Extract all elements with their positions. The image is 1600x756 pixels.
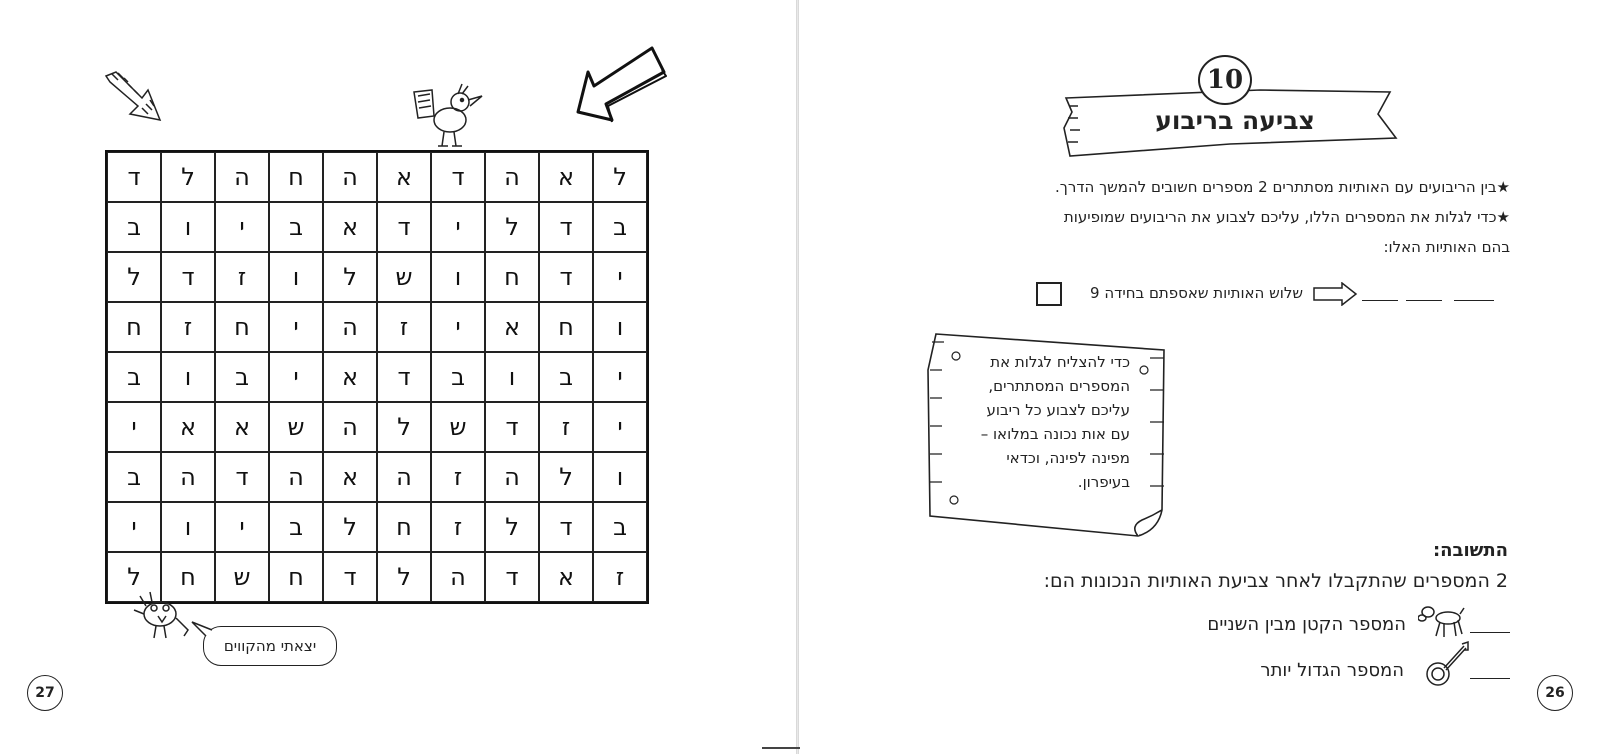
grid-cell[interactable]: י bbox=[431, 202, 485, 252]
grid-cell[interactable]: ל bbox=[377, 552, 431, 602]
grid-cell[interactable]: ש bbox=[377, 252, 431, 302]
grid-cell[interactable]: ב bbox=[269, 202, 323, 252]
note-text bbox=[950, 350, 1130, 494]
grid-cell[interactable]: א bbox=[485, 302, 539, 352]
grid-cell[interactable]: ד bbox=[107, 152, 161, 202]
grid-cell[interactable]: ב bbox=[539, 352, 593, 402]
smaller-number-label: המספר הקטן מבין השניים bbox=[1207, 614, 1406, 635]
grid-cell[interactable]: ל bbox=[539, 452, 593, 502]
grid-cell[interactable]: ז bbox=[539, 402, 593, 452]
grid-cell[interactable]: ו bbox=[485, 352, 539, 402]
instruction-2: ★כדי לגלות את המספרים הללו, עליכם לצבוע את הריבועים שמופיעות bbox=[1063, 208, 1510, 226]
grid-cell[interactable]: ו bbox=[269, 252, 323, 302]
note-line: כדי להצליח לגלות את bbox=[990, 353, 1130, 371]
answer-heading: התשובה: bbox=[1432, 540, 1508, 561]
grid-cell[interactable]: ה bbox=[377, 452, 431, 502]
grid-cell[interactable]: ה bbox=[485, 452, 539, 502]
grid-cell[interactable]: ה bbox=[431, 552, 485, 602]
grid-cell[interactable]: ח bbox=[215, 302, 269, 352]
grid-cell[interactable]: ו bbox=[161, 202, 215, 252]
bird-icon bbox=[408, 72, 488, 152]
grid-cell[interactable]: ה bbox=[323, 302, 377, 352]
grid-cell[interactable]: ה bbox=[323, 402, 377, 452]
letters-hint: שלוש האותיות שאספתם בחידה 9 bbox=[1090, 284, 1303, 302]
grid-cell[interactable]: ד bbox=[485, 552, 539, 602]
grid-cell[interactable]: ב bbox=[269, 502, 323, 552]
grid-cell[interactable]: ל bbox=[485, 502, 539, 552]
instruction-1: ★בין הריבועים עם האותיות מסתתרים 2 מספרים חשובים להמשך הדרך. bbox=[1055, 178, 1510, 196]
speech-bubble: יצאתי מהקווים bbox=[203, 626, 337, 666]
grid-cell[interactable]: ז bbox=[215, 252, 269, 302]
grid-cell[interactable]: ד bbox=[323, 552, 377, 602]
grid-cell[interactable]: ז bbox=[161, 302, 215, 352]
grid-cell[interactable]: א bbox=[539, 552, 593, 602]
grid-cell[interactable]: ה bbox=[215, 152, 269, 202]
grid-cell[interactable]: ב bbox=[593, 202, 647, 252]
grid-cell[interactable]: א bbox=[323, 452, 377, 502]
answer-checkbox[interactable] bbox=[1036, 282, 1062, 306]
speech-bubble-tail bbox=[190, 620, 214, 640]
grid-cell[interactable]: ז bbox=[431, 502, 485, 552]
grid-cell[interactable]: ב bbox=[107, 202, 161, 252]
grid-cell[interactable]: ד bbox=[377, 352, 431, 402]
grid-cell[interactable]: ה bbox=[269, 452, 323, 502]
grid-cell[interactable]: י bbox=[431, 302, 485, 352]
grid-cell[interactable]: ל bbox=[377, 402, 431, 452]
grid-cell[interactable]: א bbox=[323, 352, 377, 402]
grid-cell[interactable]: ו bbox=[161, 502, 215, 552]
left-page bbox=[0, 0, 795, 754]
grid-cell[interactable]: ח bbox=[377, 502, 431, 552]
grid-cell[interactable]: י bbox=[215, 502, 269, 552]
grid-cell[interactable]: ד bbox=[161, 252, 215, 302]
note-line: עליכם לצבוע כל ריבוע bbox=[986, 401, 1130, 419]
grid-cell[interactable]: י bbox=[269, 302, 323, 352]
page-title: צביעה בריבוע bbox=[1155, 105, 1315, 135]
letter-blank-3[interactable] bbox=[1362, 300, 1398, 301]
grid-cell[interactable]: ש bbox=[431, 402, 485, 452]
grid-cell[interactable]: ז bbox=[593, 552, 647, 602]
grid-cell[interactable]: ח bbox=[539, 302, 593, 352]
grid-cell[interactable]: א bbox=[215, 402, 269, 452]
grid-cell[interactable]: ל bbox=[593, 152, 647, 202]
large-arrow-icon bbox=[572, 42, 672, 127]
grid-cell[interactable]: ד bbox=[215, 452, 269, 502]
grid-cell[interactable]: ל bbox=[485, 202, 539, 252]
grid-cell[interactable]: י bbox=[593, 352, 647, 402]
grid-cell[interactable]: ב bbox=[107, 452, 161, 502]
grid-cell[interactable]: ב bbox=[107, 352, 161, 402]
grid-cell[interactable]: י bbox=[593, 402, 647, 452]
grid-cell[interactable]: ה bbox=[161, 452, 215, 502]
grid-cell[interactable]: ב bbox=[431, 352, 485, 402]
grid-cell[interactable]: ח bbox=[269, 152, 323, 202]
grid-cell[interactable]: י bbox=[107, 402, 161, 452]
grid-cell[interactable]: ל bbox=[323, 502, 377, 552]
letter-grid bbox=[105, 150, 649, 604]
grid-cell[interactable]: ז bbox=[431, 452, 485, 502]
grid-cell[interactable]: ו bbox=[593, 302, 647, 352]
grid-cell[interactable]: ל bbox=[107, 252, 161, 302]
grid-cell[interactable]: ל bbox=[323, 252, 377, 302]
grid-cell[interactable]: י bbox=[215, 202, 269, 252]
grid-cell[interactable]: א bbox=[323, 202, 377, 252]
answer-blank-larger[interactable] bbox=[1470, 678, 1510, 679]
instruction-3: בהם האותיות האלו: bbox=[1383, 238, 1510, 256]
answer-blank-smaller[interactable] bbox=[1470, 632, 1510, 633]
note-line: מפינה לפינה, וכדאי bbox=[1006, 449, 1130, 467]
grid-cell[interactable]: י bbox=[107, 502, 161, 552]
grid-cell[interactable]: ח bbox=[269, 552, 323, 602]
chapter-number: 10 bbox=[1198, 55, 1252, 105]
grid-cell[interactable]: ח bbox=[107, 302, 161, 352]
grid-cell[interactable]: א bbox=[377, 152, 431, 202]
grid-cell[interactable]: ד bbox=[485, 402, 539, 452]
grid-cell[interactable]: ו bbox=[161, 352, 215, 402]
letter-blank-2[interactable] bbox=[1406, 300, 1442, 301]
grid-cell[interactable]: ח bbox=[485, 252, 539, 302]
grid-cell[interactable]: ד bbox=[431, 152, 485, 202]
larger-number-label: המספר הגדול יותר bbox=[1260, 660, 1404, 681]
grid-cell[interactable]: ב bbox=[215, 352, 269, 402]
grid-cell[interactable]: ד bbox=[539, 252, 593, 302]
grid-cell[interactable]: ש bbox=[215, 552, 269, 602]
grid-cell[interactable]: א bbox=[161, 402, 215, 452]
grid-cell[interactable]: ה bbox=[323, 152, 377, 202]
grid-cell[interactable]: א bbox=[539, 152, 593, 202]
grid-cell[interactable]: ב bbox=[593, 502, 647, 552]
grid-cell[interactable]: ו bbox=[593, 452, 647, 502]
note-line: בעיפרון. bbox=[1077, 473, 1130, 491]
grid-cell[interactable]: ד bbox=[539, 502, 593, 552]
page-number-left: 27 bbox=[27, 675, 63, 711]
small-bird-icon bbox=[132, 586, 196, 642]
grid-cell[interactable]: ל bbox=[161, 152, 215, 202]
grid-cell[interactable]: ד bbox=[377, 202, 431, 252]
note-line: עם אות נכונה במלואו – bbox=[980, 425, 1130, 443]
book-spine bbox=[796, 0, 799, 754]
hollow-arrow-icon bbox=[1312, 282, 1358, 306]
note-line: המספרים המסתתרים, bbox=[988, 377, 1130, 395]
grid-cell[interactable]: י bbox=[593, 252, 647, 302]
page-number-right: 26 bbox=[1537, 675, 1573, 711]
grid-cell[interactable]: ז bbox=[377, 302, 431, 352]
letter-blank-1[interactable] bbox=[1454, 300, 1494, 301]
balloon-dog-icon bbox=[1418, 604, 1466, 640]
grid-cell[interactable]: ד bbox=[539, 202, 593, 252]
grid-cell[interactable]: ו bbox=[431, 252, 485, 302]
grid-cell[interactable]: ח bbox=[161, 552, 215, 602]
striped-arrow-icon bbox=[98, 68, 168, 128]
grid-cell[interactable]: ה bbox=[485, 152, 539, 202]
answer-line: 2 המספרים שהתקבלו לאחר צביעת האותיות הנכונות הם: bbox=[1043, 570, 1508, 592]
banjo-icon bbox=[1424, 640, 1470, 688]
grid-cell[interactable]: ש bbox=[269, 402, 323, 452]
grid-cell[interactable]: י bbox=[269, 352, 323, 402]
grid-cell[interactable]: ל bbox=[107, 552, 161, 602]
